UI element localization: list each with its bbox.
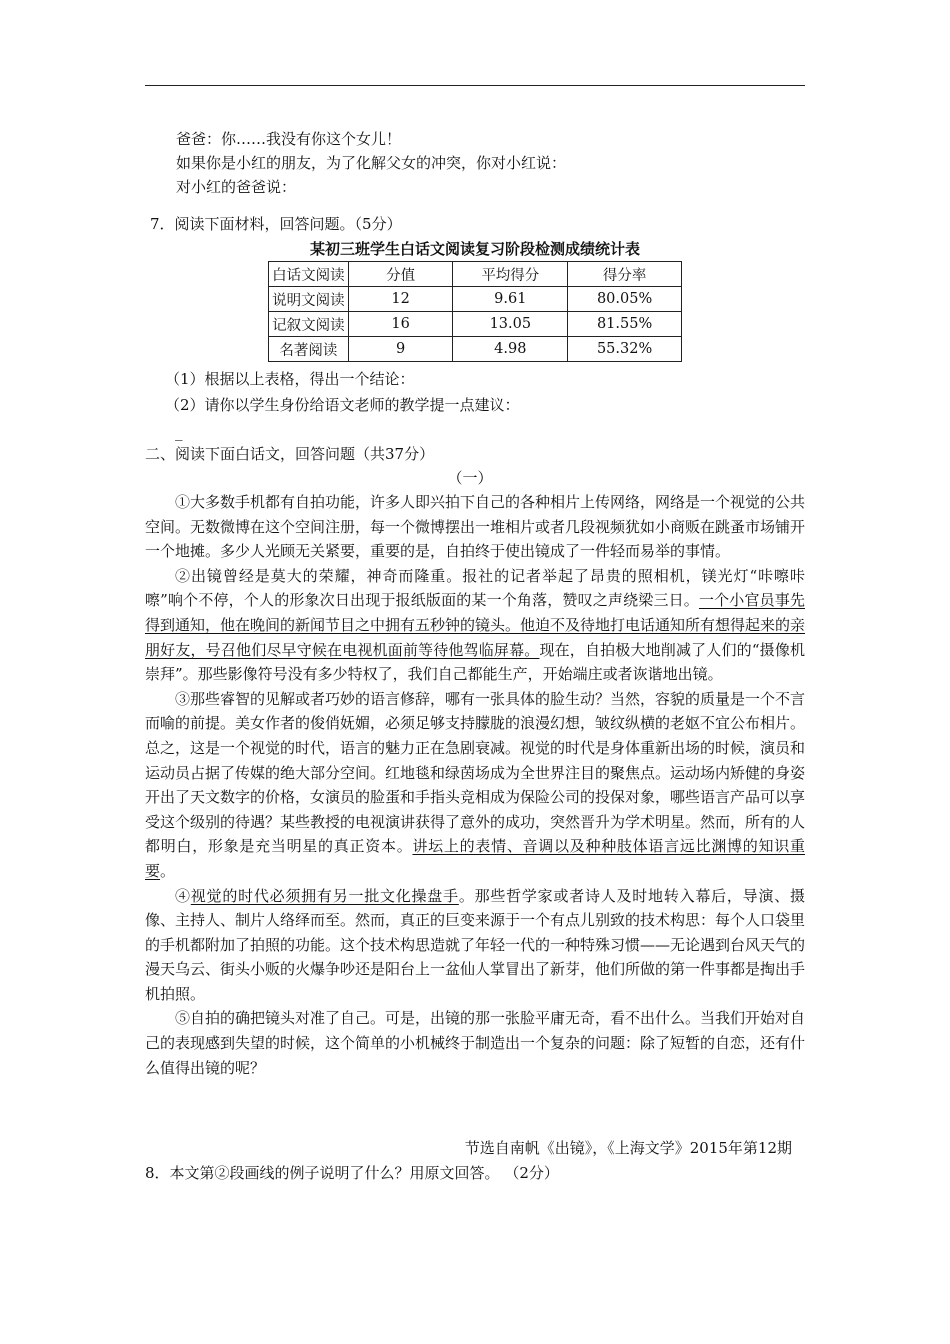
- table-cell: 9: [348, 337, 453, 362]
- question-7-sub2: （2）请你以学生身份给语文老师的教学提一点建议：: [165, 396, 520, 414]
- header-cell: 白话文阅读: [269, 262, 349, 287]
- passage: [145, 490, 805, 1080]
- dad-line: 爸爸：你……我没有你这个女儿！: [176, 130, 402, 148]
- header-cell: 分值: [348, 262, 453, 287]
- score-table: [268, 261, 682, 362]
- table-cell: 55.32%: [568, 337, 682, 362]
- table-cell: 说明文阅读: [269, 287, 349, 312]
- dad-prompt: 对小红的爸爸说：: [176, 178, 297, 196]
- paragraph-4-text: 。那些哲学家或者诗人及时地转入幕后，导演、摄像、主持人、制片人络绎而至。然而，真正的巨变来源于一个有点儿别致的技术构思：每个人口袋里的手机都附加了拍照的功能。这个技术构思造就了年轻一代的一种特殊习惯——无论遇到台风天气的漫天乌云、街头小贩的火爆争吵还是阳台上一盆仙人掌冒出了新芽，他们所做的第一件事都是掏出手机拍照。: [145, 886, 806, 1003]
- question-7-prompt: 7．阅读下面材料，回答问题。（5分）: [150, 215, 402, 233]
- table-cell: 名著阅读: [269, 337, 349, 362]
- table-row: [269, 337, 682, 362]
- table-row: [269, 312, 682, 337]
- answer-cursor: _: [175, 423, 183, 441]
- table-cell: 81.55%: [568, 312, 682, 337]
- friend-prompt: 如果你是小红的朋友，为了化解父女的冲突，你对小红说：: [176, 154, 567, 172]
- paragraph-3-text: ③那些睿智的见解或者巧妙的语言修辞，哪有一张具体的脸生动？当然，容貌的质量是一个不言而喻的前提。美女作者的俊俏妩媚，必须足够支持朦胧的浪漫幻想，皱纹纵横的老妪不宜公布相片。总之，这是一个视觉的时代，语言的魅力正在急剧衰减。视觉的时代是身体重新出场的时候，演员和运动员占据了传媒的绝大部分空间。红地毯和绿茵场成为全世界注目的聚焦点。运动场内矫健的身姿开出了天文数字的价格，女演员的脸蛋和手指头竞相成为保险公司的投保对象，哪些语言产品可以享受这个级别的待遇？某些教授的电视演讲获得了意外的成功，突然晋升为学术明星。然而，所有的人都明白，形象是充当明星的真正资本。: [145, 689, 806, 856]
- table-cell: 9.61: [453, 287, 568, 312]
- paragraph-3-underlined: 讲坛上的表情、音调以及种种肢体语言远比渊博的知识重要: [145, 837, 805, 880]
- part-label: （一）: [447, 469, 493, 487]
- paragraph-5: ⑤自拍的确把镜头对准了自己。可是，出镜的那一张脸平庸无奇，看不出什么。当我们开始对自己的表现感到失望的时候，这个简单的小机械终于制造出一个复杂的问题：除了短暂的自恋，还有什么值得出镜的呢？: [145, 1009, 806, 1077]
- paragraph-2-text-a: ②出镜曾经是莫大的荣耀，神奇而隆重。报社的记者举起了昂贵的照相机，镁光灯“咔嚓咔嚓”响个不停，个人的形象次日出现于报纸版面的某一个角落，赞叹之声绕梁三日。: [145, 566, 805, 610]
- header-rule: [145, 85, 805, 86]
- paragraph-3-end: 。: [160, 861, 176, 880]
- paragraph-4: [145, 884, 805, 1007]
- table-header-row: [269, 262, 682, 287]
- paragraph-4-underlined: 视觉的时代必须拥有另一批文化操盘手: [190, 886, 459, 905]
- table-cell: 13.05: [453, 312, 568, 337]
- table-cell: 80.05%: [568, 287, 682, 312]
- paragraph-2-underlined: 一个小官员事先得到通知，他在晚间的新闻节目之中拥有五秒钟的镜头。他迫不及待地打电话通知所有想得起来的亲朋好友，号召他们尽早守候在电视机面前等待他驾临屏幕。: [145, 591, 806, 659]
- paragraph-2-text-b: 现在，自拍极大地削减了人们的“摄像机崇拜”。那些影像符号没有多少特权了，我们自己都能生产，开始端庄或者诙谐地出镜。: [145, 640, 805, 684]
- paragraph-4-number: ④: [175, 886, 191, 905]
- header-cell: 平均得分: [453, 262, 568, 287]
- table-cell: 4.98: [453, 337, 568, 362]
- paragraph-3: [145, 687, 805, 884]
- table-cell: 12: [348, 287, 453, 312]
- section-2-heading: 二、阅读下面白话文，回答问题（共37分）: [145, 445, 435, 463]
- table-title: 某初三班学生白话文阅读复习阶段检测成绩统计表: [309, 240, 640, 258]
- source-citation: 节选自南帆《出镜》，《上海文学》2015年第12期: [464, 1139, 792, 1157]
- table-row: [269, 287, 682, 312]
- header-cell: 得分率: [568, 262, 682, 287]
- paragraph-2: [145, 564, 805, 687]
- question-8-prompt: 8．本文第②段画线的例子说明了什么？用原文回答。 （2分）: [145, 1164, 559, 1182]
- paragraph-1: ①大多数手机都有自拍功能，许多人即兴拍下自己的各种相片上传网络，网络是一个视觉的公共空间。无数微博在这个空间注册，每一个微博摆出一堆相片或者几段视频犹如小商贩在跳蚤市场铺开一个地摊。多少人光顾无关紧要，重要的是，自拍终于使出镜成了一件轻而易举的事情。: [145, 493, 806, 561]
- table-cell: 16: [348, 312, 453, 337]
- table-cell: 记叙文阅读: [269, 312, 349, 337]
- question-7-sub1: （1）根据以上表格，得出一个结论：: [165, 370, 415, 388]
